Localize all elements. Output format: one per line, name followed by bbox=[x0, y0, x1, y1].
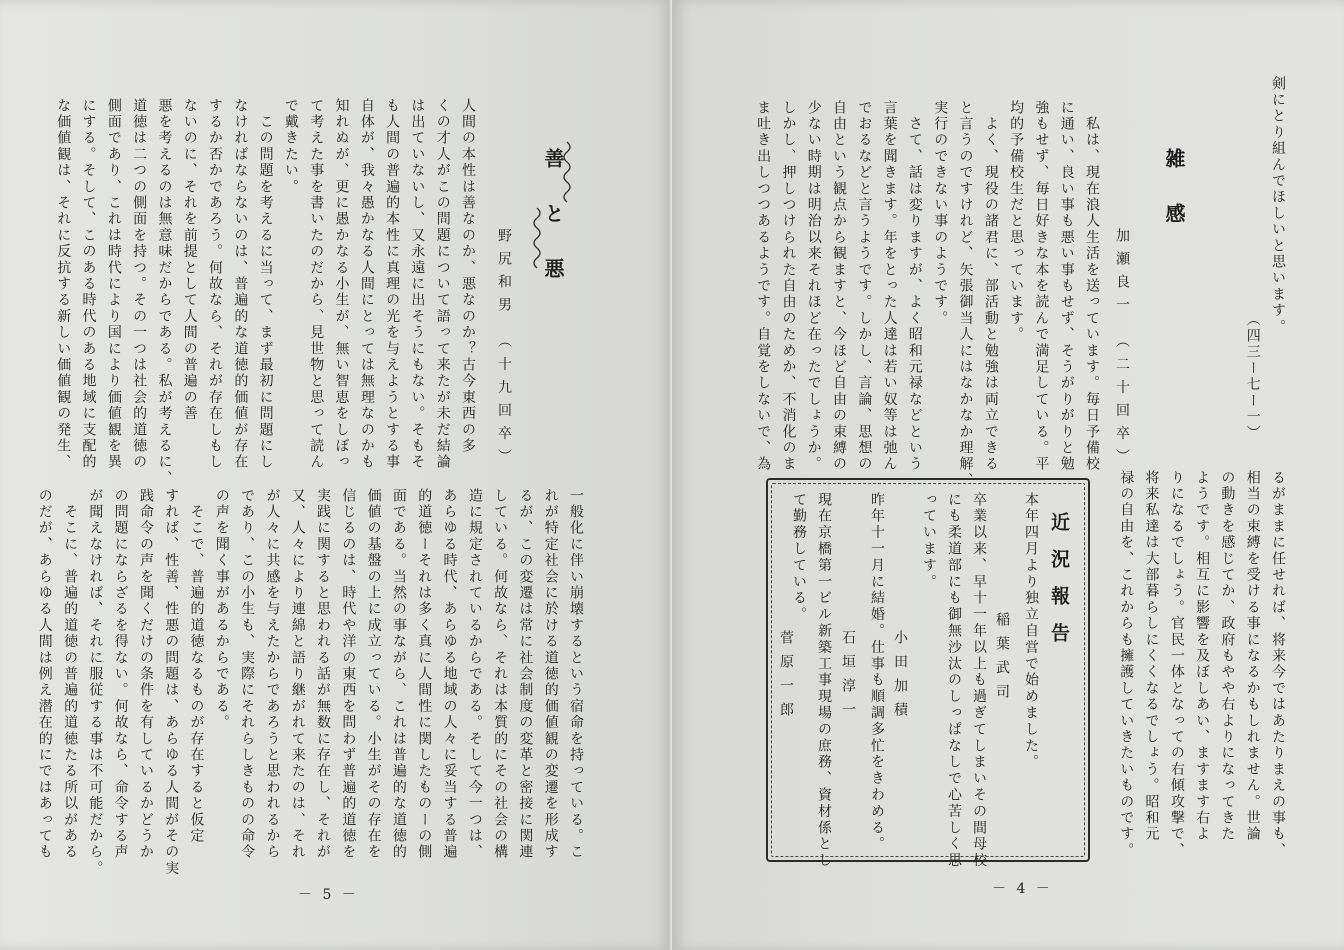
news-report-box bbox=[766, 478, 1090, 870]
previous-article-ending: 剣にとり組んでほしいと思います。 （四三ー七ー一） bbox=[1244, 76, 1286, 442]
news-entry-name: 石垣淳一 bbox=[840, 630, 856, 726]
news-entry-text: 昨年十一月に結婚。仕事も順調多忙をきわめる。 bbox=[869, 492, 885, 853]
news-entry-name: 稲葉武司 bbox=[994, 612, 1010, 708]
article-body-lower: 一般化に伴い崩壊するという宿命を持っている。こ れが特定社会に於ける道徳的価値観の変遷を形成す るが、この変遷は常に社会制度の変革と密接に関連 している。何故なら、それは本質的にその社会の構 造に規定されているからである。そして今一つは、 あらゆる時代、あらゆる地域の人々に妥当する普遍 的道徳ーそれは多く真に人間性に関したものーの側 面である。当然の事ながら、これは普遍的な道徳的 価値の基盤の上に成立っている。小生がその存在を 信じるのは、時代や洋の東西を問わず普遍的道徳を 実践に関すると思われる話が無数に存在し、それが 又、人々により連綿と語り継がれて来たのは、それ が人々に共感を与えたからであろうと思われるから であり、この小生も、実際にそれらしきものの命令 の声を聞く事があるからである。 そこで、普遍的道徳なるものが存在すると仮定 すれば、性善、性悪の問題は、あらゆる人間がその実 践命令の声を聞くだけの条件を有しているかどうか の問題にならざるを得ない。何故なら、命令する声 が聞えなければ、それに服従する事は不可能だから。 そこに、普遍的道徳の普遍的道徳たる所以がある のだが、あらゆる人間は例え潜在的にではあっても bbox=[36, 488, 584, 877]
page-number: － 5 － bbox=[298, 887, 359, 903]
news-entry-text: 卒業以来、早十一年以上も過ぎてしまいその間母校 にも柔道部にも御無沙汰のしっぱなしで心苦しく思 っています。 bbox=[921, 492, 987, 870]
article-title: 善 と 悪 bbox=[541, 148, 565, 292]
article-body-upper: 私は、現在浪人生活を送っています。毎日予備校 に通い、良い事も悪い事もせず、そうがりがりと勉 強もせず、毎日好きな本を読んで満足している。平 均的予備校生だと思っています。 よく、現役の諸君に、部活動と勉強は両立できる と言うのですけれど、矢張御当人にはなかなか理解、 実行のできない事のようです。 さて、話は変りますが、よく昭和元禄などという 言葉を聞きます。年をとった人達は若い奴等は弛ん でおるなどと言うようです。しかし、言論、思想の 自由という観点から観ますと、今ほど自由の束縛の 少ない時期は明治以来それほど在ったでしょうか。 しかし、押しつけられた自由のためか、不消化のま ま吐き出しつつあるようです。自覚をしないで、為 bbox=[755, 100, 1100, 489]
article-author: 加瀬良一 （二十回卒） bbox=[1114, 228, 1130, 472]
news-entry-name: 小田加積 bbox=[892, 630, 908, 726]
news-box-title: 近況報告 bbox=[1048, 512, 1070, 660]
article-title: 雑 感 bbox=[1162, 148, 1186, 237]
title-wave-bottom-icon bbox=[530, 208, 544, 268]
right-page bbox=[672, 0, 1344, 950]
news-entry-text: 現在京橋第一ビル新築工事現場の庶務、資材係とし て勤務している。 bbox=[791, 492, 832, 870]
page-number: － 4 － bbox=[992, 881, 1053, 897]
news-entry-name: 菅原一郎 bbox=[778, 630, 794, 726]
article-body-upper: 人間の本性は善なのか、悪なのか？古今東西の多 くの才人がこの問題について語って来たが未だ結論 は出ていないし、又永遠に出そうにもない。そもそ も人間の普遍的本性に真理の光を与えようとする事 自体が、我々愚かなる人間にとっては無理なのかも 知れぬが、更に愚かなる小生が、無い智恵をしぼっ て考えた事を書いたのだから、見世物と思って読ん で戴きたい。 この問題を考えるに当って、まず最初に問題にし なければならないのは、普遍的な道徳的価値が存在 するか否かであろう。何故なら、それが存在しもし ないのに、それを前提として人間の普遍の善 悪を考えるのは無意味だからである。私が考えるに、 道徳は二つの側面を持つ。その一つは社会的道徳の 側面であり、これは時代により国により価値観を異 にする。そして、このある時代のある地域に支配的 な価値観は、それに反抗する新しい価値観の発生、 bbox=[55, 98, 476, 487]
article-author: 野尻和男 （十九回卒） bbox=[496, 228, 512, 472]
article-body-lower: るがままに任せれば、将来今ではあたりまえの事も、 相当の束縛を受ける事になるかもしれません。世論 の動きを感じてか、政府もやや右よりになってきた ようです。相互に影響を及ぼしあい、ますます右よ りになるでしょう。官民一体となっての右傾攻撃で、 将来私達は大部暮らしにくくなるでしょう。昭和元 禄の自由を、これからも擁護していきたいものです。 bbox=[1118, 470, 1286, 859]
news-entry-text: 本年四月より独立自営で始めました。 bbox=[1023, 492, 1039, 771]
